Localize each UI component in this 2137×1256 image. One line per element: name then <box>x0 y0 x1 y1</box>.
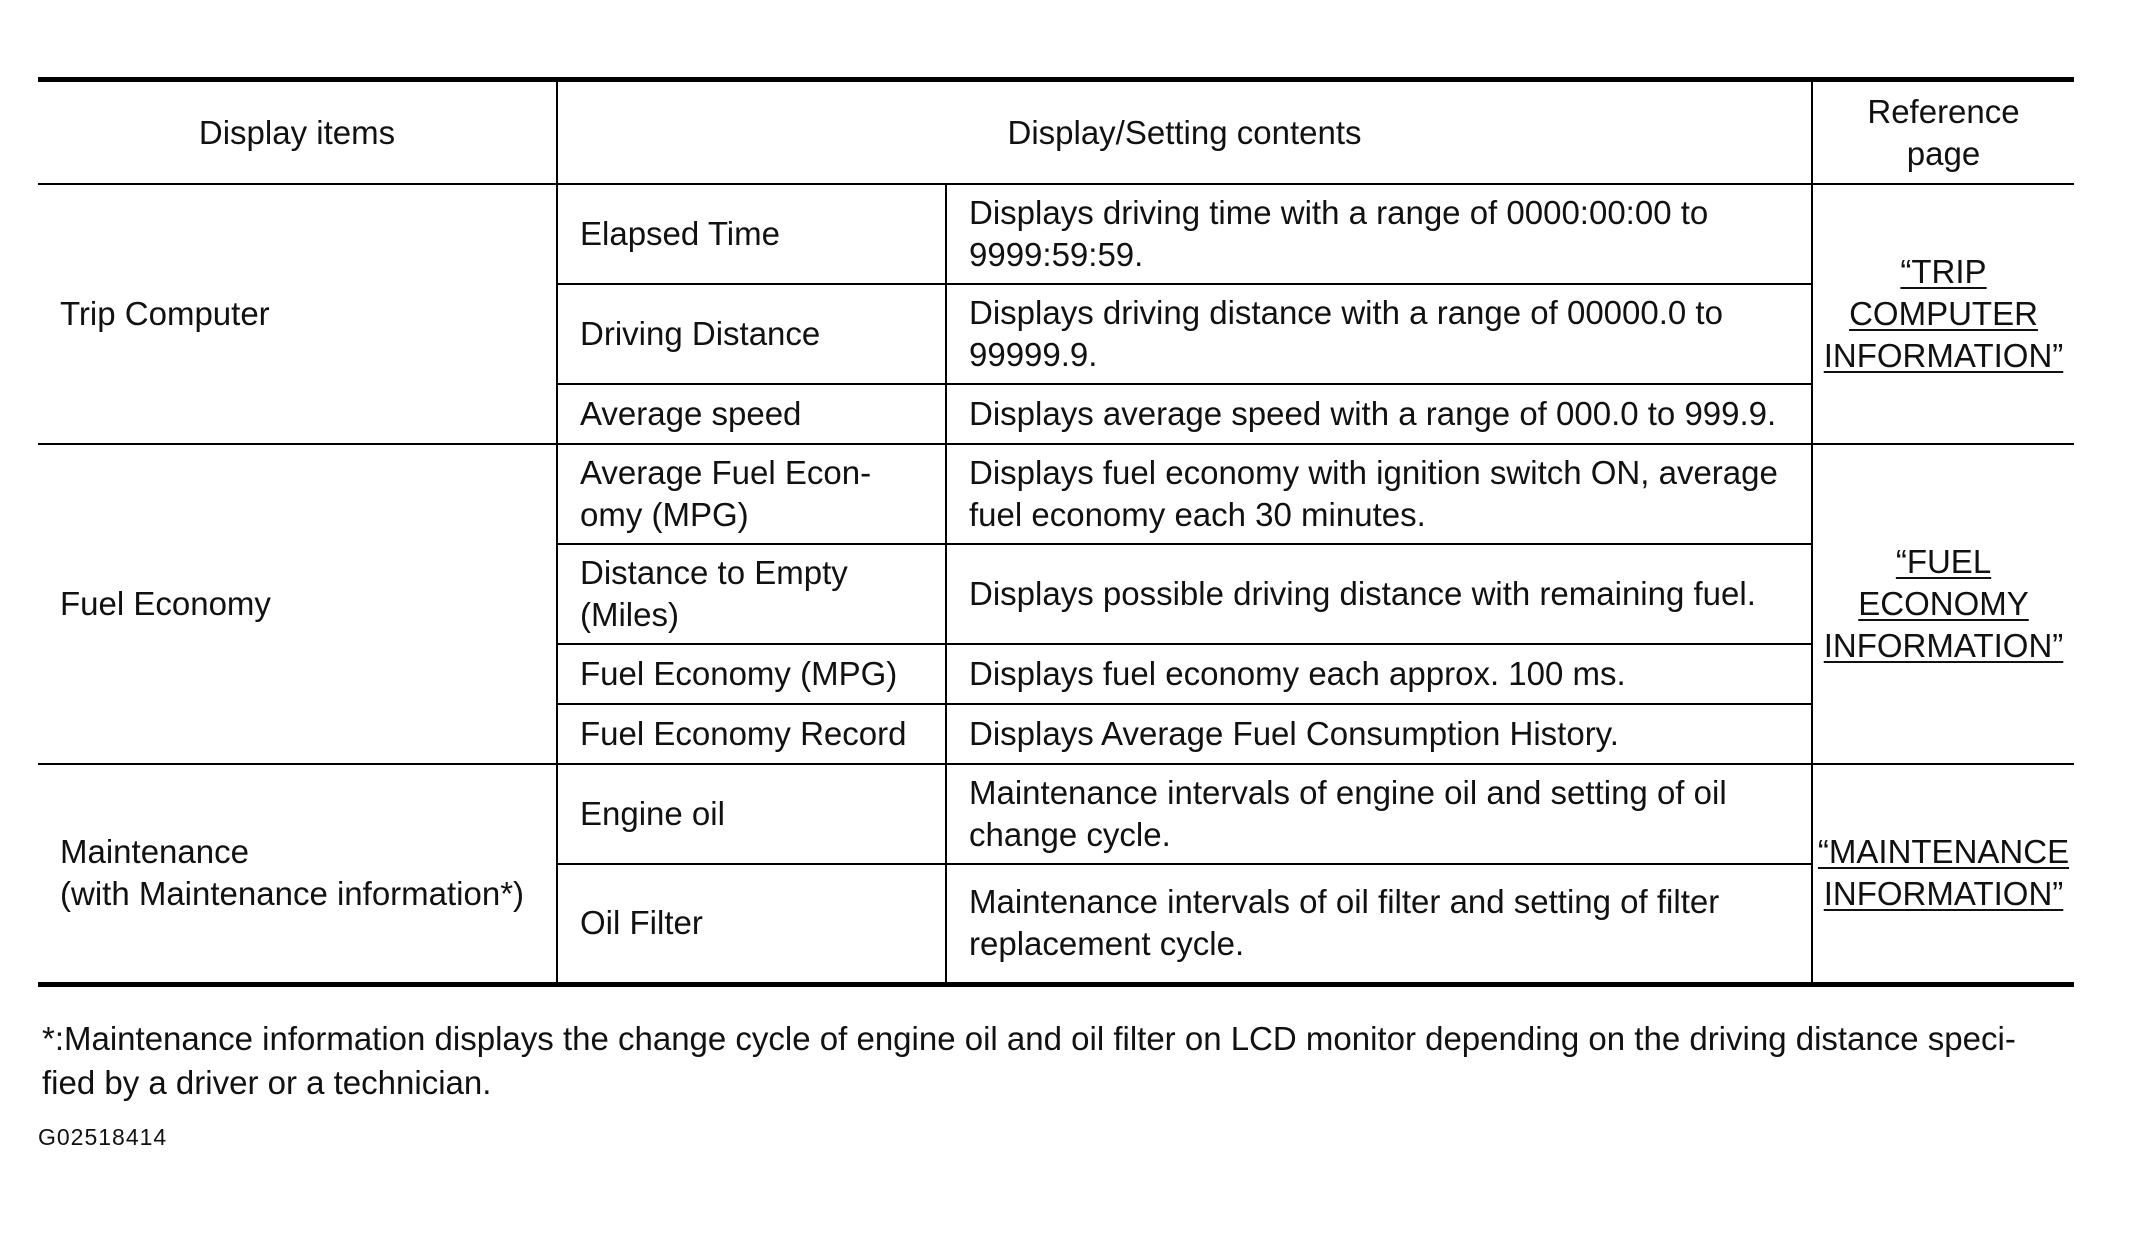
setting-content: Displays possible driving distance with remaining fuel. <box>946 544 1812 644</box>
setting-content: Maintenance intervals of oil filter and setting of filter replacement cycle. <box>946 864 1812 984</box>
setting-content: Displays average speed with a range of 000.0 to 999.9. <box>946 384 1812 444</box>
setting-name: Fuel Economy (MPG) <box>557 644 946 704</box>
setting-content: Displays fuel economy each approx. 100 ms. <box>946 644 1812 704</box>
table-row <box>38 444 2074 544</box>
setting-name: Elapsed Time <box>557 184 946 284</box>
display-item-fuel-economy: Fuel Economy <box>38 444 557 764</box>
setting-content: Maintenance intervals of engine oil and setting of oil change cycle. <box>946 764 1812 864</box>
setting-name: Fuel Economy Record <box>557 704 946 764</box>
setting-name: Average speed <box>557 384 946 444</box>
reference-link-trip-computer[interactable]: “TRIP COMPUTER INFORMATION” <box>1823 253 2064 374</box>
setting-name: Oil Filter <box>557 864 946 984</box>
setting-content: Displays driving distance with a range of 00000.0 to 99999.9. <box>946 284 1812 384</box>
setting-name: Distance to Empty (Miles) <box>557 544 946 644</box>
setting-content: Displays fuel economy with ignition switch ON, average fuel economy each 30 minutes. <box>946 444 1812 544</box>
display-item-maintenance: Maintenance (with Maintenance information*) <box>38 764 557 984</box>
table-header-row <box>38 80 2074 185</box>
setting-name: Average Fuel Econ- omy (MPG) <box>557 444 946 544</box>
table-row <box>38 764 2074 864</box>
reference-cell <box>1812 764 2074 984</box>
table-row <box>38 184 2074 284</box>
setting-content: Displays driving time with a range of 0000:00:00 to 9999:59:59. <box>946 184 1812 284</box>
reference-cell <box>1812 444 2074 764</box>
setting-content: Displays Average Fuel Consumption History. <box>946 704 1812 764</box>
header-contents: Display/Setting contents <box>557 80 1812 185</box>
reference-link-fuel-economy[interactable]: “FUEL ECONOMY INFORMATION” <box>1823 543 2064 664</box>
reference-cell <box>1812 184 2074 444</box>
header-display-items: Display items <box>38 80 557 185</box>
footnote: *:Maintenance information displays the change cycle of engine oil and oil filter on LCD monitor depending on the driving distance speci- fied by a driver or a technician. <box>42 1020 2016 1101</box>
setting-name: Engine oil <box>557 764 946 864</box>
setting-name: Driving Distance <box>557 284 946 384</box>
header-reference: Reference page <box>1812 80 2074 185</box>
display-item-trip-computer: Trip Computer <box>38 184 557 444</box>
reference-link-maintenance[interactable]: “MAINTENANCE INFORMATION” <box>1817 833 2070 913</box>
display-items-table <box>38 77 2074 987</box>
figure-code: G02518414 <box>38 1124 168 1150</box>
